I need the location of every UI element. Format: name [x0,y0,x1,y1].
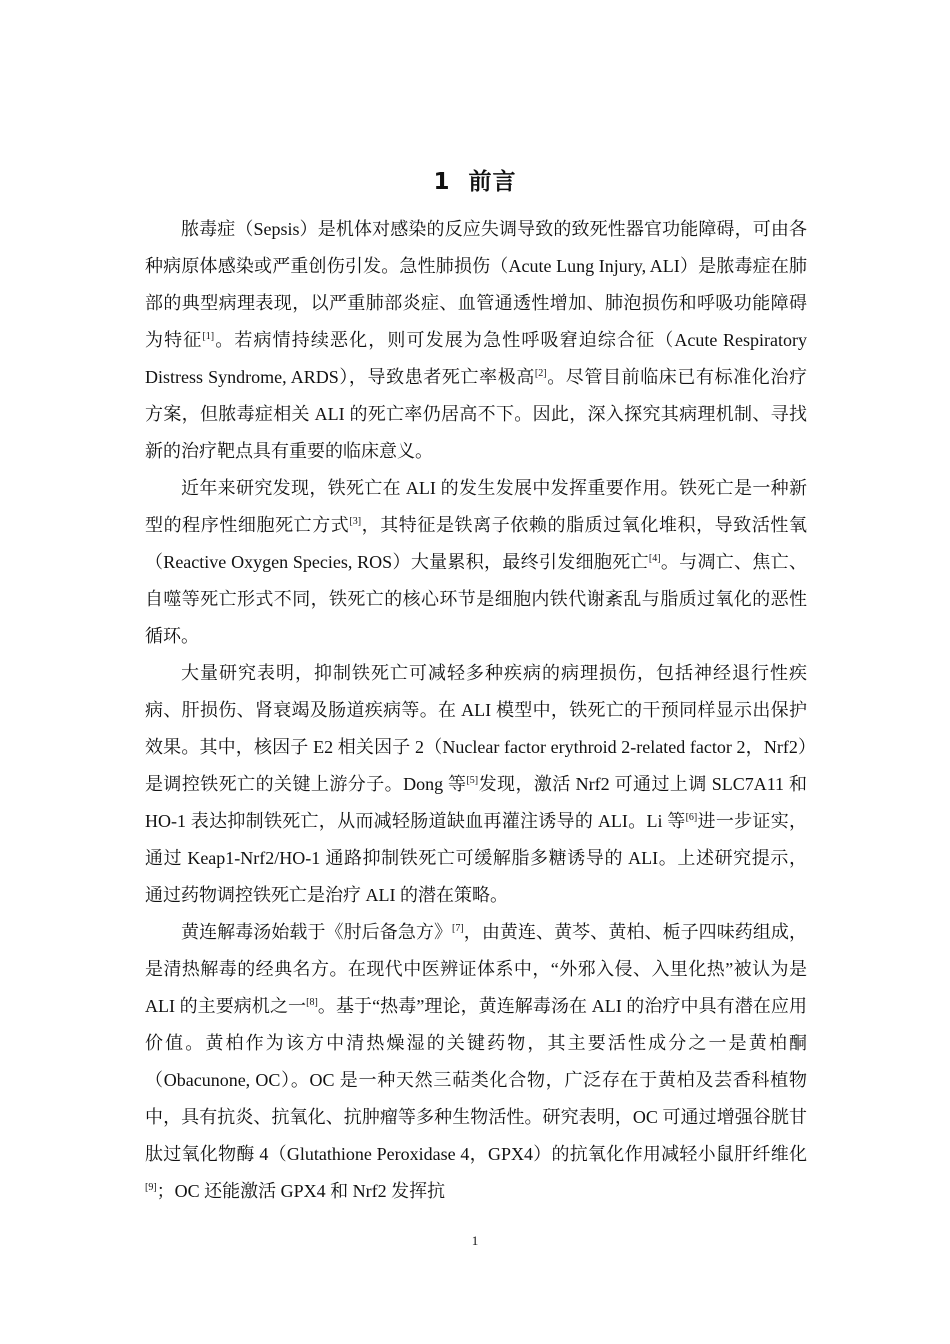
citation-1: [1] [202,331,215,342]
paragraph-text: 。若病情持续恶化，则可发展为急性呼吸窘迫综合征（Acute Respiratory Distress Syndrome, ARDS），导致患者死亡率极高 [145,330,807,387]
citation-9: [9] [145,1182,157,1193]
citation-4: [4] [648,553,661,564]
chapter-number: 1 [433,169,451,196]
paragraph-text: 发现，激活 Nrf2 可通过上调 SLC7A11 和 HO-1 表达抑制铁死亡，从而减轻肠道缺血再灌注诱导的 ALI。Li 等 [145,774,807,831]
citation-7: [7] [452,923,464,934]
paragraph-huanglian [145,914,807,1210]
paragraph-text: ，由黄连、黄芩、黄柏、栀子四味药组成，是清热解毒的经典名方。在现代中医辨证体系中，“外邪入侵、入里化热”被认为是 ALI 的主要病机之一 [145,922,808,1016]
paragraph-text: 黄连解毒汤始载于《肘后备急方》 [181,922,453,942]
paragraph-nrf2 [145,655,807,914]
paragraph-text: 进一步证实，通过 Keap1-Nrf2/HO-1 通路抑制铁死亡可缓解脂多糖诱导的 ALI。上述研究提示，通过药物调控铁死亡是治疗 ALI 的潜在策略。 [145,811,808,905]
chapter-title-spacer [451,169,469,195]
paragraph-text: 。基于“热毒”理论，黄连解毒汤在 ALI 的治疗中具有潜在应用价值。黄柏作为该方中清热燥湿的关键药物，其主要活性成分之一是黄柏酮（Obacunone, OC）。OC 是一种天然三萜类化合物，广泛存在于黄柏及芸香科植物中，具有抗炎、抗氧化、抗肿瘤等多种生物活性。研究表明，OC 可通过增强谷胱甘肽过氧化物酶 4（Glutathione Peroxidase 4，GPX4）的抗氧化作用减轻小鼠肝纤维化 [145,996,807,1164]
body-text [145,211,807,1210]
paragraph-text: ，其特征是铁离子依赖的脂质过氧化堆积，导致活性氧（Reactive Oxygen Species, ROS）大量累积，最终引发细胞死亡 [145,515,807,572]
chapter-heading [0,165,950,199]
paragraph-sepsis-ali [145,211,807,470]
paragraph-ferroptosis [145,470,807,655]
paragraph-text: 大量研究表明，抑制铁死亡可减轻多种疾病的病理损伤，包括神经退行性疾病、肝损伤、肾衰竭及肠道疾病等。在 ALI 模型中，铁死亡的干预同样显示出保护效果。其中，核因子 E2 相关因子 2（Nuclear factor erythroid 2-related factor 2，Nrf2）是调控铁死亡的关键上游分子。Dong 等 [145,663,807,794]
chapter-title-text: 前言 [468,169,517,196]
paragraph-text: 。与凋亡、焦亡、自噬等死亡形式不同，铁死亡的核心环节是细胞内铁代谢紊乱与脂质过氧化的恶性循环。 [145,552,808,646]
page-number: 1 [471,1233,479,1248]
paragraph-text: 近年来研究发现，铁死亡在 ALI 的发生发展中发挥重要作用。铁死亡是一种新型的程序性细胞死亡方式 [145,478,807,535]
citation-5: [5] [466,775,479,786]
citation-3: [3] [349,516,362,527]
citation-6: [6] [685,812,698,823]
paragraph-text: 。尽管目前临床已有标准化治疗方案，但脓毒症相关 ALI 的死亡率仍居高不下。因此，深入探究其病理机制、寻找新的治疗靶点具有重要的临床意义。 [145,367,807,461]
paragraph-text: ；OC 还能激活 GPX4 和 Nrf2 发挥抗 [156,1181,446,1201]
paragraph-text: 脓毒症（Sepsis）是机体对感染的反应失调导致的致死性器官功能障碍，可由各种病原体感染或严重创伤引发。急性肺损伤（Acute Lung Injury, ALI）是脓毒症在肺部的典型病理表现，以严重肺部炎症、血管通透性增加、肺泡损伤和呼吸功能障碍为特征 [145,219,807,350]
citation-8: [8] [306,997,318,1008]
citation-2: [2] [534,368,547,379]
